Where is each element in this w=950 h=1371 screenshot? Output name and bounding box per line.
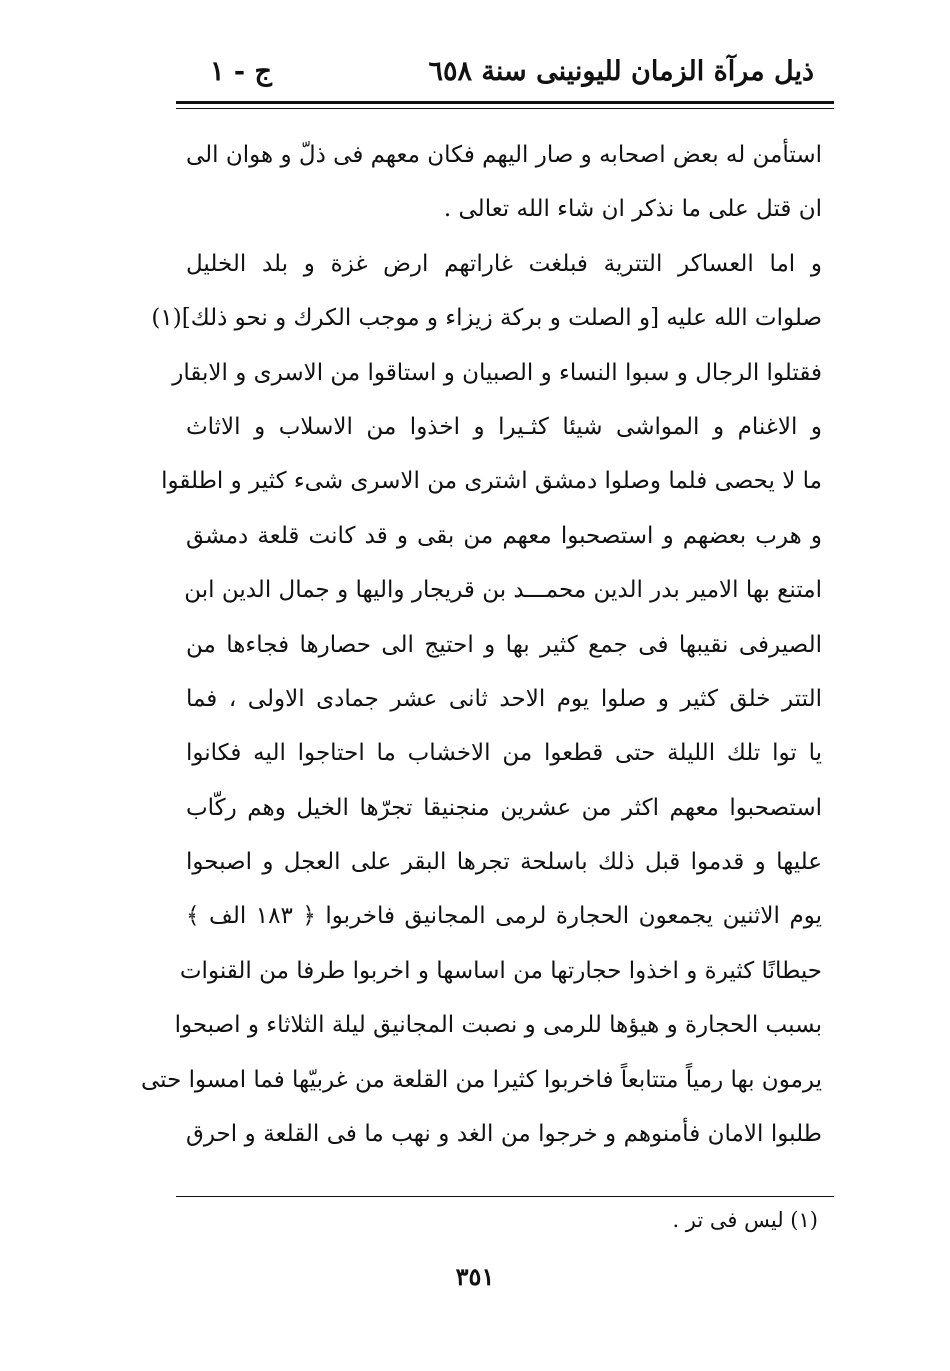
page-header (180, 48, 830, 100)
header-rule-thick (176, 101, 834, 104)
footnote: (١) ليس فى تر . (672, 1208, 818, 1232)
header-rule-thin (176, 108, 834, 109)
footnote-rule (176, 1196, 834, 1197)
text-line: الصيرفى نقيبها فى جمع كثير بها و احتيج الى حصارها فجاءها من (186, 631, 822, 658)
text-line: يوم الاثنين يجمعون الحجارة لرمى المجانيق فاخربوا ﴿ ١٨٣ الف ﴾ (186, 903, 822, 930)
text-line: التتر خلق كثير و صلوا يوم الاحد ثانى عشر جمادى الاولى ، فما (186, 685, 822, 712)
text-line: و اما العساكر التترية فبلغت غاراتهم ارض غزة و بلد الخليل (186, 250, 822, 277)
text-line: طلبوا الامان فأمنوهم و خرجوا من الغد و نهب ما فى القلعة و احرق (186, 1121, 822, 1148)
text-line: عليها و قدموا قبل ذلك باسلحة تجرها البقر على العجل و اصبحوا (186, 849, 822, 876)
text-line: حيطانًا كثيرة و اخذوا حجارتها من اساسها و اخربوا طرفا من القنوات (179, 957, 822, 984)
text-line: استأمن له بعض اصحابه و صار اليهم فكان معهم فى ذلّ و هوان الى (185, 142, 822, 168)
main-text (140, 128, 822, 1161)
text-line: و هرب بعضهم و استصحبوا معهم من بقى و قد كانت قلعة دمشق (186, 522, 822, 549)
text-line: ان قتل على ما نذكر ان شاء الله تعالى . (443, 196, 822, 223)
text-line: يا توا تلك الليلة حتى قطعوا من الاخشاب ما احتاجوا اليه فكانوا (186, 740, 822, 767)
volume-number: ج - ١ (210, 56, 272, 87)
text-line: بسبب الحجارة و هيؤها للرمى و نصبت المجانيق ليلة الثلاثاء و اصبحوا (174, 1012, 822, 1039)
text-line: صلوات الله عليه [و الصلت و بركة زيزاء و موجب الكرك و نحو ذلك](١) (151, 305, 822, 332)
page-number: ٣٥١ (455, 1262, 495, 1291)
text-line: يرمون بها رمياً متتابعاً فاخربوا كثيرا من القلعة من غربيّها فما امسوا حتى (140, 1066, 822, 1093)
text-line: استصحبوا معهم اكثر من عشرين منجنيقا تجرّها الخيل وهم ركّاب (186, 794, 822, 821)
text-line: فقتلوا الرجال و سبوا النساء و الصبيان و استاقوا من الاسرى و الابقار (172, 359, 822, 386)
running-title: ذيل مرآة الزمان لليونينى سنة ٦٥٨ (428, 56, 814, 87)
text-line: و الاغنام و المواشى شيئا كثـيرا و اخذوا من الاسلاب و الاثاث (186, 413, 822, 440)
text-line: امتنع بها الامير بدر الدين محمـــد بن قريجار واليها و جمال الدين ابن (184, 577, 822, 604)
text-line: ما لا يحصى فلما وصلوا دمشق اشترى من الاسرى شىء كثير و اطلقوا (161, 468, 822, 495)
